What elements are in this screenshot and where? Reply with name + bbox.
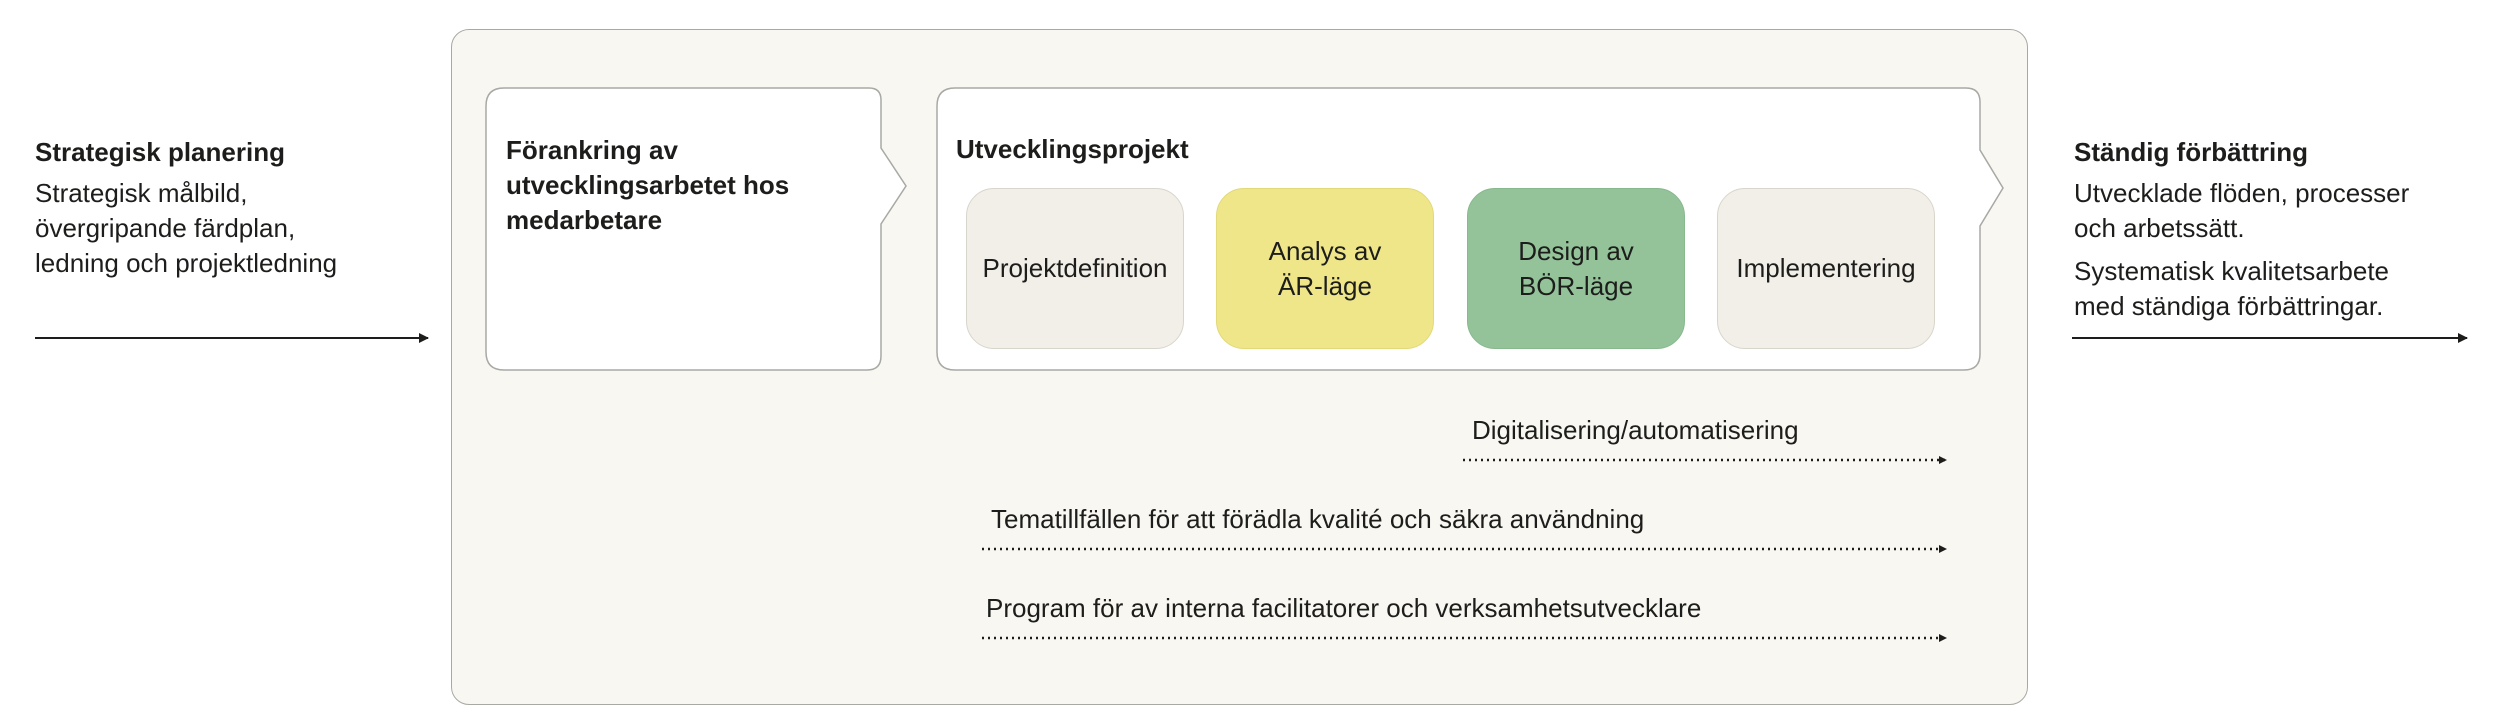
step-label: Projektdefinition	[982, 253, 1168, 283]
step-label: ÄR-läge	[1278, 270, 1372, 301]
step-label: Design av	[1518, 235, 1634, 266]
anchoring-line: medarbetare	[506, 205, 663, 235]
right-block-title: Ständig förbättring	[2074, 137, 2308, 167]
step-label: Analys av	[1268, 235, 1382, 266]
anchoring-line: Förankring av	[506, 135, 678, 165]
left-block-title: Strategisk planering	[35, 137, 285, 167]
right-block-line: Utvecklade flöden, processer	[2074, 178, 2410, 208]
step-analys	[1216, 188, 1434, 349]
left-block-line: ledning och projektledning	[35, 248, 338, 278]
left-block-line: Strategisk målbild,	[35, 178, 248, 208]
right-block-line: och arbetssätt.	[2074, 213, 2245, 243]
track-label-tematillfallen: Tematillfällen för att förädla kvalité och säkra användning	[991, 504, 1645, 534]
step-label: Implementering	[1736, 253, 1916, 283]
right-block	[2074, 135, 2494, 324]
right-block-line: Systematisk kvalitetsarbete	[2074, 256, 2390, 286]
left-block-line: övergripande färdplan,	[35, 213, 296, 243]
step-projektdefinition	[966, 188, 1184, 349]
step-implementering	[1717, 188, 1935, 349]
left-block-text	[35, 176, 435, 281]
step-label: BÖR-läge	[1518, 270, 1634, 301]
track-label-program: Program för av interna facilitatorer och verksamhetsutvecklare	[986, 593, 1702, 623]
anchoring-line: utvecklingsarbetet hos	[506, 170, 790, 200]
anchoring-box-text	[506, 133, 866, 238]
track-label-digitalisering: Digitalisering/automatisering	[1472, 415, 1799, 445]
right-block-paragraph-1	[2074, 176, 2494, 246]
right-block-line: med ständiga förbättringar.	[2074, 291, 2384, 321]
right-block-paragraph-2	[2074, 254, 2494, 324]
project-box-title: Utvecklingsprojekt	[956, 134, 1189, 164]
left-block	[35, 135, 435, 281]
step-design	[1467, 188, 1685, 349]
